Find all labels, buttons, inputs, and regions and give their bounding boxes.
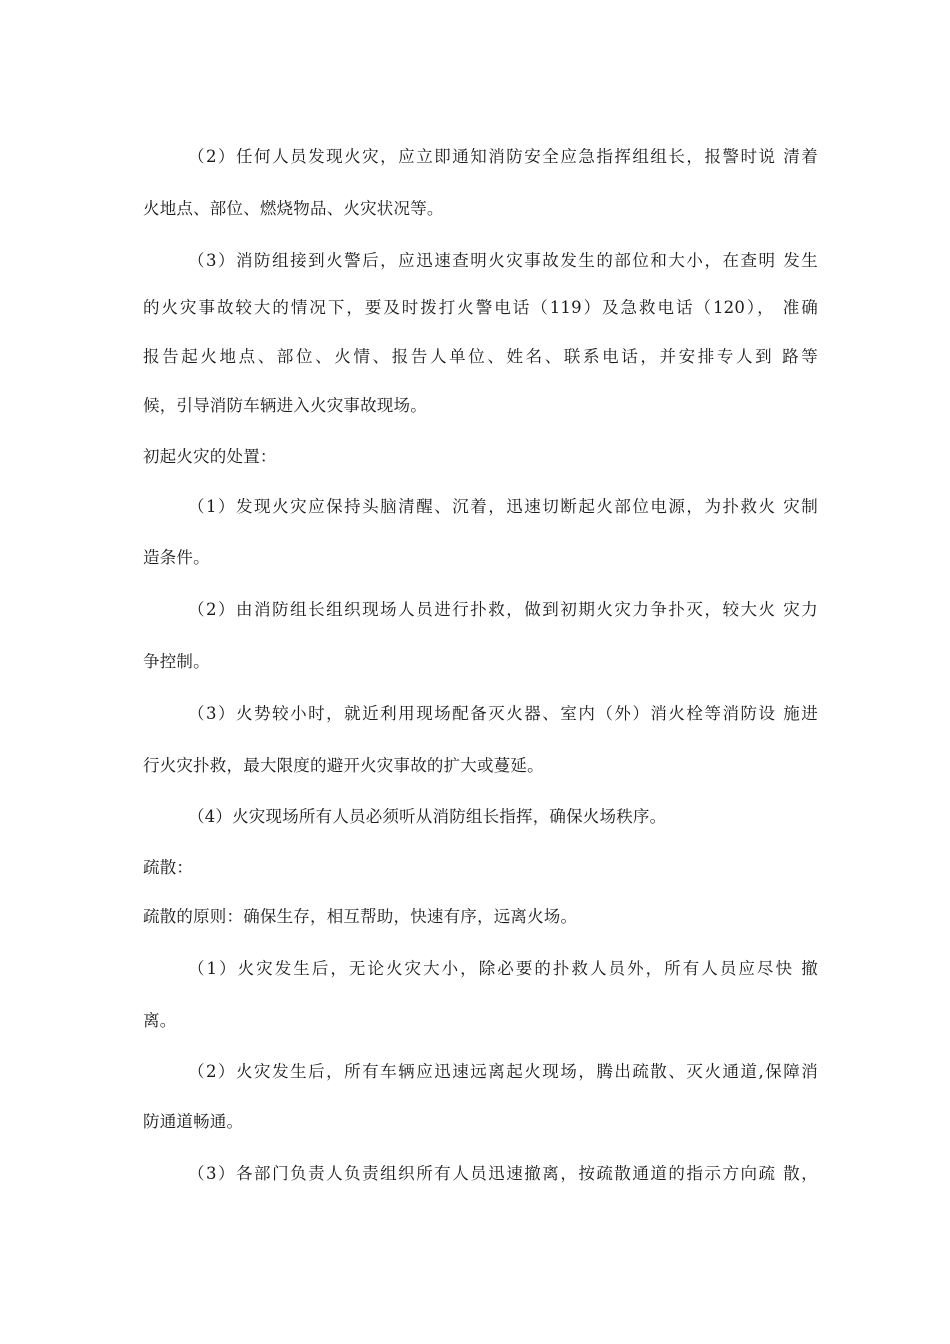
section-heading: 初起火灾的处置： (143, 447, 277, 466)
paragraph-line: （3）火势较小时，就近利用现场配备灭火器、室内（外）消火栓等消防设 施进 (188, 704, 818, 723)
paragraph-line: （1）火灾发生后，无论火灾大小，除必要的扑救人员外，所有人员应尽快 撤 (188, 959, 818, 978)
paragraph-line: （2）任何人员发现火灾，应立即通知消防安全应急指挥组组长，报警时说 清着 (188, 147, 818, 166)
paragraph-line: （2）火灾发生后，所有车辆应迅速远离起火现场，腾出疏散、灭火通道,保障消 (188, 1062, 818, 1081)
paragraph-line: （3）各部门负责人负责组织所有人员迅速撤离，按疏散通道的指示方向疏 散， (188, 1164, 818, 1183)
paragraph-line: 防通道畅通。 (143, 1112, 244, 1131)
paragraph-line: 行火灾扑救，最大限度的避开火灾事故的扩大或蔓延。 (143, 756, 544, 775)
paragraph-line: 的火灾事故较大的情况下，要及时拨打火警电话（119）及急救电话（120）， 准确 (143, 298, 818, 317)
paragraph-line: （3）消防组接到火警后，应迅速查明火灾事故发生的部位和大小，在查明 发生 (188, 251, 818, 270)
paragraph-line: 报告起火地点、部位、火情、报告人单位、姓名、联系电话，并安排专人到 路等 (143, 347, 818, 366)
paragraph-line: 疏散的原则：确保生存，相互帮助，快速有序，远离火场。 (143, 907, 578, 926)
paragraph-line: 火地点、部位、燃烧物品、火灾状况等。 (143, 199, 444, 218)
paragraph-line: （1）发现火灾应保持头脑清醒、沉着，迅速切断起火部位电源，为扑救火 灾制 (188, 497, 818, 516)
paragraph-line: 离。 (143, 1011, 177, 1030)
paragraph-line: 候，引导消防车辆进入火灾事故现场。 (143, 396, 427, 415)
paragraph-line: 造条件。 (143, 548, 210, 567)
paragraph-line: （2）由消防组长组织现场人员进行扑救，做到初期火灾力争扑灭，较大火 灾力 (188, 600, 818, 619)
section-heading: 疏散： (143, 858, 194, 877)
paragraph-line: （4）火灾现场所有人员必须听从消防组长指挥，确保火场秩序。 (188, 807, 667, 826)
paragraph-line: 争控制。 (143, 652, 210, 671)
